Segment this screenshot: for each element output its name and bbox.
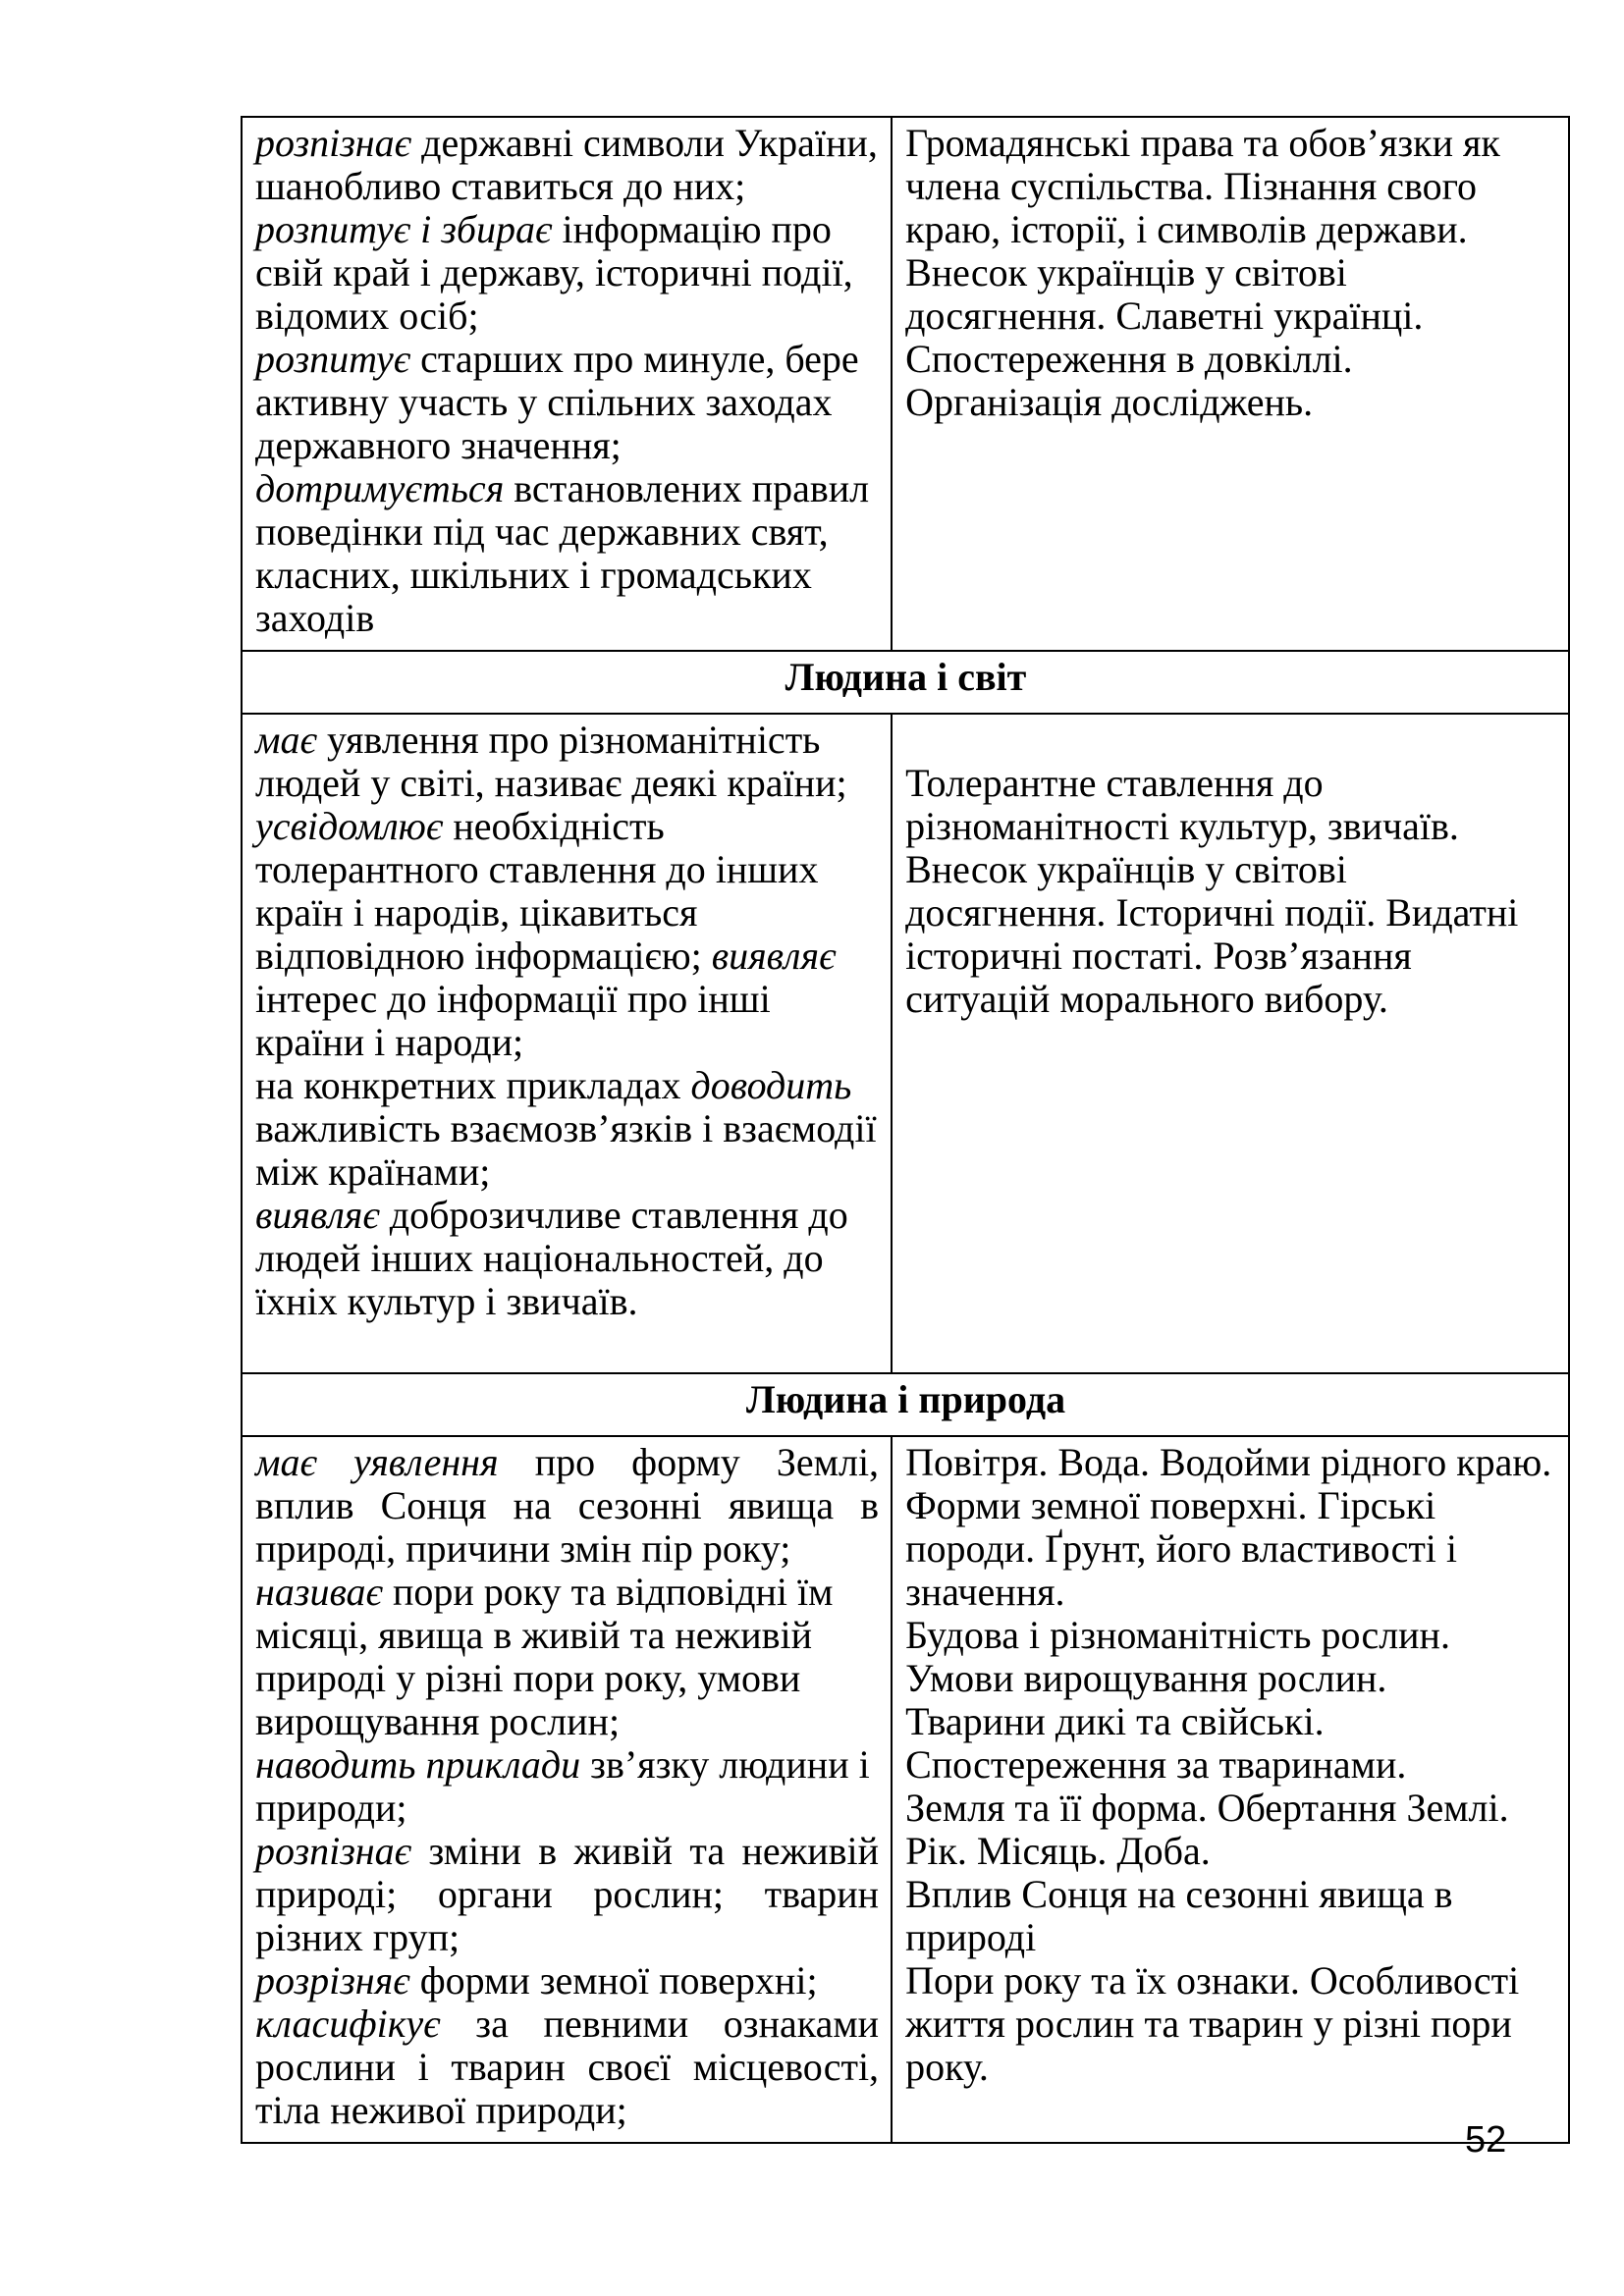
italic-lead-text: розпитує (255, 337, 411, 381)
paragraph (905, 1614, 1556, 1657)
paragraph (905, 762, 1556, 1021)
cell-pupil-outcomes-3 (242, 1436, 892, 2143)
paragraph (905, 1441, 1556, 1484)
text-segment: Пори року та їх ознаки. Особливості життя рослин та тварин у різні пори року. (905, 1958, 1520, 2089)
paragraph (905, 1700, 1556, 1743)
text-segment: зміни в живій та неживій природі; органи рослин; тварин різних груп; (255, 1829, 880, 1959)
paragraph (255, 1064, 879, 1194)
paragraph (255, 467, 879, 640)
cell-text (905, 1441, 1556, 2112)
paragraph (905, 1873, 1556, 1959)
paragraph (255, 2002, 879, 2132)
italic-lead-text: розпізнає (255, 1829, 412, 1873)
table-row-state-requirements-1 (242, 117, 1569, 651)
text-segment: на конкретних прикладах (255, 1063, 691, 1107)
paragraph (255, 338, 879, 467)
italic-lead-text: розрізняє (255, 1958, 410, 2002)
text-segment: Вплив Сонця на сезонні явища в природі (905, 1872, 1453, 1959)
paragraph (255, 1743, 879, 1830)
paragraph (255, 1571, 879, 1743)
text-segment: Громадянські права та обов’язки як члена суспільства. Пізнання свого краю, історії, і символів держави. Внесок українців у світові досягнення. Славетні українці. Спостереження в довкіллі. Організація досліджень. (905, 121, 1500, 424)
italic-lead-text: розпізнає (255, 121, 412, 165)
italic-lead-text: розпитує і збирає (255, 207, 553, 251)
page-number: 52 (1465, 2119, 1507, 2161)
text-segment: Тварини дикі та свійські. (905, 1699, 1325, 1743)
paragraph (905, 1830, 1556, 1873)
cell-study-content-2 (892, 714, 1569, 1373)
text-segment: інформацію про свій край і державу, історичні події, відомих осіб; (255, 207, 853, 338)
cell-text (905, 719, 1556, 1362)
paragraph (255, 208, 879, 338)
text-segment: Спостереження за тваринами. (905, 1742, 1407, 1787)
italic-lead-text: має уявлення (255, 1440, 499, 1484)
text-segment: доброзичливе ставлення до людей інших національностей, до їхніх культур і звичаїв. (255, 1193, 848, 1323)
text-segment: важливість взаємозв’язків і взаємодії між країнами; (255, 1106, 877, 1194)
cell-study-content-1 (892, 117, 1569, 651)
curriculum-table (241, 116, 1570, 2144)
italic-lead-text: класифікує (255, 2002, 441, 2046)
cell-text (255, 1441, 879, 2132)
text-segment: зв’язку людини і природи; (255, 1742, 870, 1830)
paragraph (905, 1959, 1556, 2089)
text-segment: форми земної поверхні; (409, 1958, 818, 2002)
text-segment: пори року та відповідні їм місяці, явища в живій та неживій природі у різні пори року, умови вирощування рослин; (255, 1570, 834, 1743)
section-title-people-and-world: Людина і світ (242, 651, 1569, 714)
italic-lead-text: доводить (690, 1063, 852, 1107)
table-row-state-requirements-3 (242, 1436, 1569, 2143)
paragraph (905, 1484, 1556, 1614)
text-segment: за певними ознаками рослини і тварин своєї місцевості, тіла неживої природи; (255, 2002, 880, 2132)
text-segment: Повітря. Вода. Водойми рідного краю. (905, 1440, 1552, 1484)
cell-text (255, 719, 879, 1323)
text-segment: Рік. Місяць. Доба. (905, 1829, 1211, 1873)
paragraph (905, 1657, 1556, 1700)
cell-text (905, 122, 1556, 624)
italic-lead-text: має (255, 718, 317, 762)
section-title-people-and-nature: Людина і природа (242, 1373, 1569, 1436)
text-segment: старших про минуле, бере активну участь у спільних заходах державного значення; (255, 337, 859, 467)
text-segment: Умови вирощування рослин. (905, 1656, 1387, 1700)
paragraph (905, 1743, 1556, 1787)
table-row-section-people-and-nature (242, 1373, 1569, 1436)
paragraph (255, 1959, 879, 2002)
paragraph (905, 1787, 1556, 1830)
table-row-state-requirements-2 (242, 714, 1569, 1373)
italic-lead-text: називає (255, 1570, 383, 1614)
table-row-section-people-and-world (242, 651, 1569, 714)
italic-lead-text: виявляє (255, 1193, 380, 1237)
paragraph (255, 805, 879, 1064)
paragraph (255, 1194, 879, 1323)
italic-lead-text: усвідомлює (255, 804, 444, 848)
text-segment: про форму Землі, вплив Сонця на сезонні явища в природі, причини змін пір року; (255, 1440, 880, 1571)
text-segment: Будова і різноманітність рослин. (905, 1613, 1450, 1657)
italic-lead-text: наводить приклади (255, 1742, 581, 1787)
italic-lead-text: виявляє (711, 934, 837, 978)
paragraph (255, 1830, 879, 1959)
paragraph (255, 122, 879, 208)
text-segment: державні символи України, шанобливо ставиться до них; (255, 121, 878, 208)
text-segment: Земля та її форма. Обертання Землі. (905, 1786, 1509, 1830)
text-segment: необхідність толерантного ставлення до інших країн і народів, цікавиться відповідною інформацією; (255, 804, 819, 978)
paragraph (255, 719, 879, 805)
text-segment: Толерантне ставлення до різноманітності культур, звичаїв. Внесок українців у світові досягнення. Історичні події. Видатні історичні постаті. Розв’язання ситуацій морального вибору. (905, 761, 1519, 1021)
italic-lead-text: дотримується (255, 466, 505, 510)
text-segment: встановлених правил поведінки під час державних свят, класних, шкільних і громадських заходів (255, 466, 870, 640)
cell-pupil-outcomes-1 (242, 117, 892, 651)
paragraph (905, 122, 1556, 424)
cell-pupil-outcomes-2 (242, 714, 892, 1373)
text-segment: Форми земної поверхні. Гірські породи. Ґрунт, його властивості і значення. (905, 1483, 1458, 1614)
paragraph (255, 1441, 879, 1571)
cell-study-content-3 (892, 1436, 1569, 2143)
text-segment: уявлення про різноманітність людей у світі, називає деякі країни; (255, 718, 847, 805)
text-segment: інтерес до інформації про інші країни і народи; (255, 977, 771, 1064)
cell-text (255, 122, 879, 640)
